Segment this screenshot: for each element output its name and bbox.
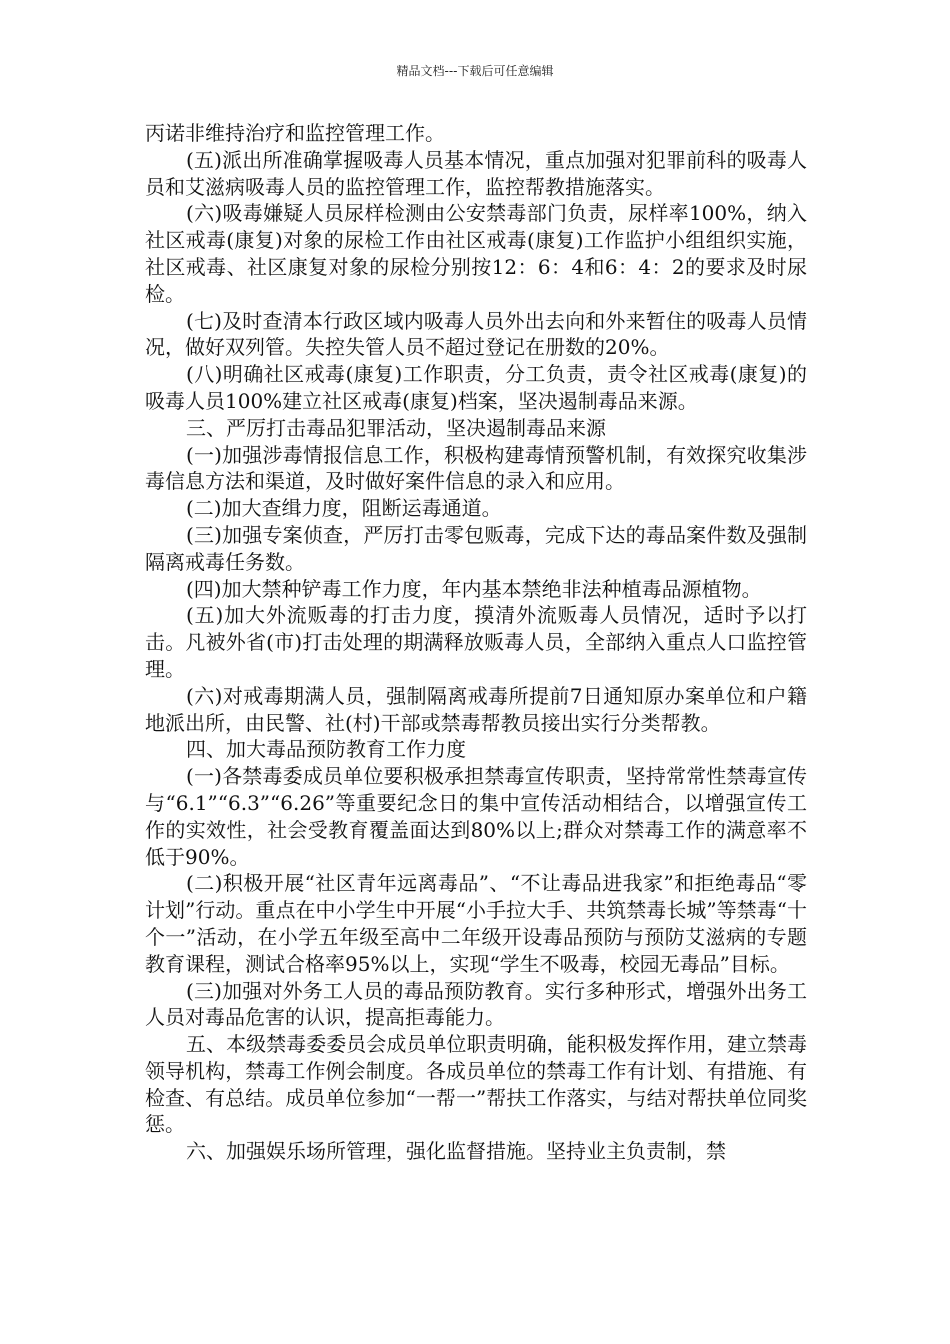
paragraph: 五、本级禁毒委委员会成员单位职责明确，能积极发挥作用，建立禁毒领导机构，禁毒工作例会制度。各成员单位的禁毒工作有计划、有措施、有检查、有总结。成员单位参加“一帮一”帮扶工作落实，与结对帮扶单位同奖惩。 <box>145 1032 807 1137</box>
paragraph: (五)派出所准确掌握吸毒人员基本情况，重点加强对犯罪前科的吸毒人员和艾滋病吸毒人员的监控管理工作，监控帮教措施落实。 <box>145 147 807 199</box>
section-heading: 四、加大毒品预防教育工作力度 <box>186 737 466 762</box>
section-heading: 三、严厉打击毒品犯罪活动，坚决遏制毒品来源 <box>186 415 606 440</box>
paragraph: (六)吸毒嫌疑人员尿样检测由公安禁毒部门负责，尿样率100%，纳入社区戒毒(康复)对象的尿检工作由社区戒毒(康复)工作监护小组组织实施，社区戒毒、社区康复对象的尿检分别按12：6：4和6：4：2的要求及时尿检。 <box>145 201 807 306</box>
paragraph: (二)加大查缉力度，阻断运毒通道。 <box>186 496 502 521</box>
paragraph: (四)加大禁种铲毒工作力度，年内基本禁绝非法种植毒品源植物。 <box>186 576 762 601</box>
document-body <box>145 120 807 1165</box>
paragraph: (六)对戒毒期满人员，强制隔离戒毒所提前7日通知原办案单位和户籍地派出所，由民警、社(村)干部或禁毒帮教员接出实行分类帮教。 <box>145 683 807 735</box>
paragraph: (七)及时查清本行政区域内吸毒人员外出去向和外来暂住的吸毒人员情况，做好双列管。失控失管人员不超过登记在册数的20%。 <box>145 308 807 360</box>
paragraph: (二)积极开展“社区青年远离毒品”、“不让毒品进我家”和拒绝毒品“零计划”行动。重点在中小学生中开展“小手拉大手、共筑禁毒长城”等禁毒“十个一”活动，在小学五年级至高中二年级开设毒品预防与预防艾滋病的专题教育课程，测试合格率95%以上，实现“学生不吸毒，校园无毒品”目标。 <box>145 871 807 976</box>
page-header: 精品文档---下载后可任意编辑 <box>396 64 554 78</box>
paragraph: (一)加强涉毒情报信息工作，积极构建毒情预警机制，有效探究收集涉毒信息方法和渠道，及时做好案件信息的录入和应用。 <box>145 442 807 494</box>
paragraph: (八)明确社区戒毒(康复)工作职责，分工负责，责令社区戒毒(康复)的吸毒人员100%建立社区戒毒(康复)档案，坚决遏制毒品来源。 <box>145 362 807 413</box>
paragraph: 丙诺非维持治疗和监控管理工作。 <box>145 121 445 145</box>
paragraph: (三)加强专案侦查，严厉打击零包贩毒，完成下达的毒品案件数及强制隔离戒毒任务数。 <box>145 522 807 574</box>
paragraph: (五)加大外流贩毒的打击力度，摸清外流贩毒人员情况，适时予以打击。凡被外省(市)打击处理的期满释放贩毒人员，全部纳入重点人口监控管理。 <box>145 603 807 681</box>
paragraph: (三)加强对外务工人员的毒品预防教育。实行多种形式，增强外出务工人员对毒品危害的认识，提高拒毒能力。 <box>145 978 807 1030</box>
paragraph: 六、加强娱乐场所管理，强化监督措施。坚持业主负责制，禁 <box>186 1139 726 1164</box>
paragraph: (一)各禁毒委成员单位要积极承担禁毒宣传职责，坚持常常性禁毒宣传与“6.1”“6.3”“6.26”等重要纪念日的集中宣传活动相结合，以增强宣传工作的实效性，社会受教育覆盖面达到80%以上;群众对禁毒工作的满意率不低于90%。 <box>145 764 807 869</box>
